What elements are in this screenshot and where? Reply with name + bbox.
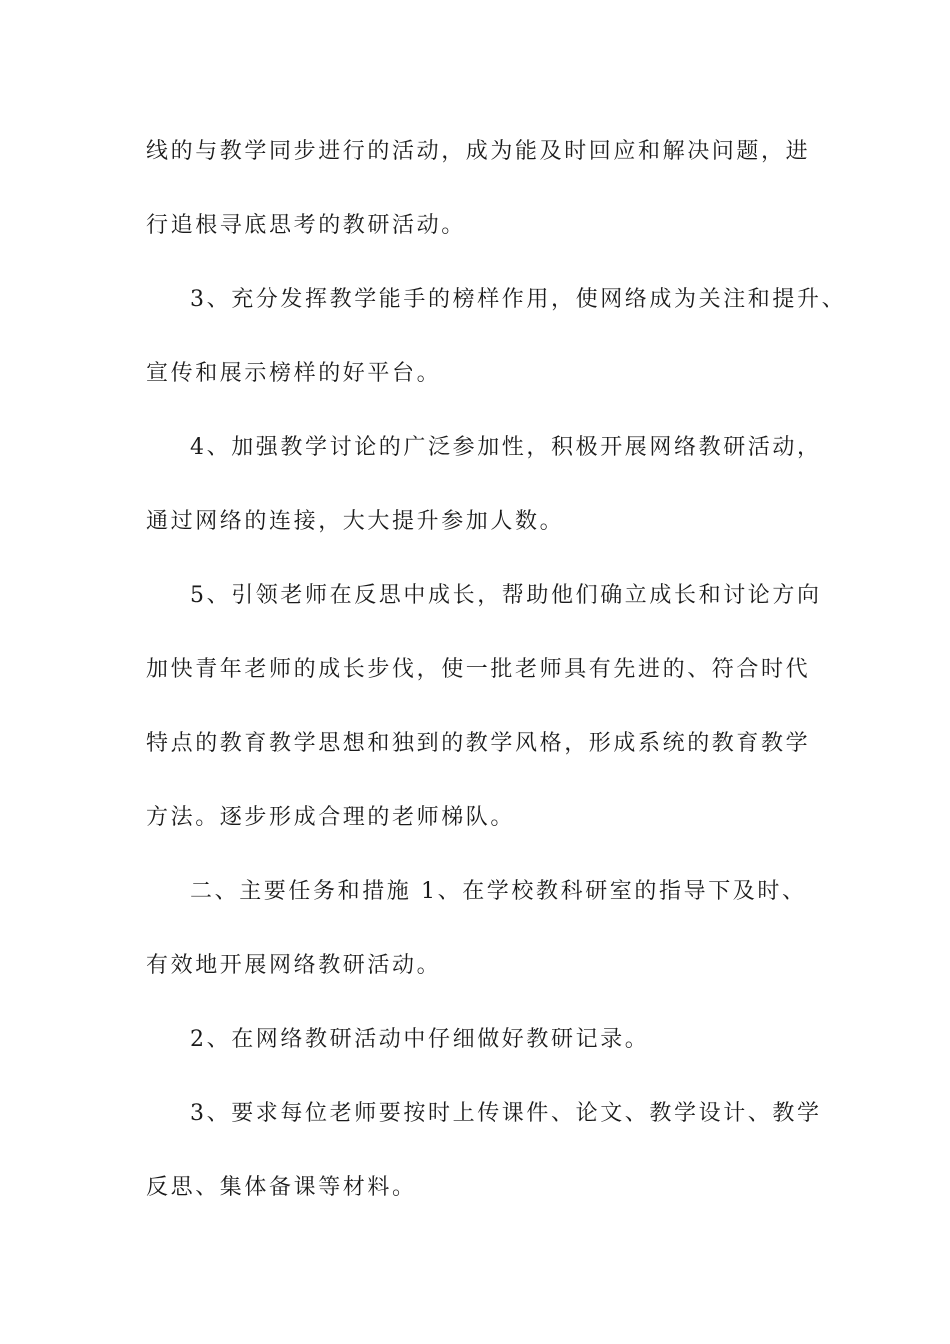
paragraph-5-line: 5、引领老师在反思中成长，帮助他们确立成长和讨论方向 [190, 583, 822, 608]
text-line: 方法。逐步形成合理的老师梯队。 [146, 805, 516, 830]
text-line: 特点的教育教学思想和独到的教学风格，形成系统的教育教学 [146, 731, 811, 756]
paragraph-3-line: 3、充分发挥教学能手的榜样作用，使网络成为关注和提升、 [190, 287, 847, 312]
text-line: 宣传和展示榜样的好平台。 [146, 361, 442, 386]
text-line: 有效地开展网络教研活动。 [146, 953, 442, 978]
task-3-line: 3、要求每位老师要按时上传课件、论文、教学设计、教学 [190, 1101, 822, 1126]
text-line: 通过网络的连接，大大提升参加人数。 [146, 509, 565, 534]
text-line: 加快青年老师的成长步伐，使一批老师具有先进的、符合时代 [146, 657, 811, 682]
text-line: 线的与教学同步进行的活动，成为能及时回应和解决问题，进 [146, 139, 811, 164]
paragraph-4-line: 4、加强教学讨论的广泛参加性，积极开展网络教研活动， [190, 435, 822, 460]
section-heading-line: 二、主要任务和措施 1、在学校教科研室的指导下及时、 [190, 879, 807, 904]
text-line: 行追根寻底思考的教研活动。 [146, 213, 466, 238]
text-line: 反思、集体备课等材料。 [146, 1175, 417, 1200]
task-2-line: 2、在网络教研活动中仔细做好教研记录。 [190, 1027, 650, 1052]
